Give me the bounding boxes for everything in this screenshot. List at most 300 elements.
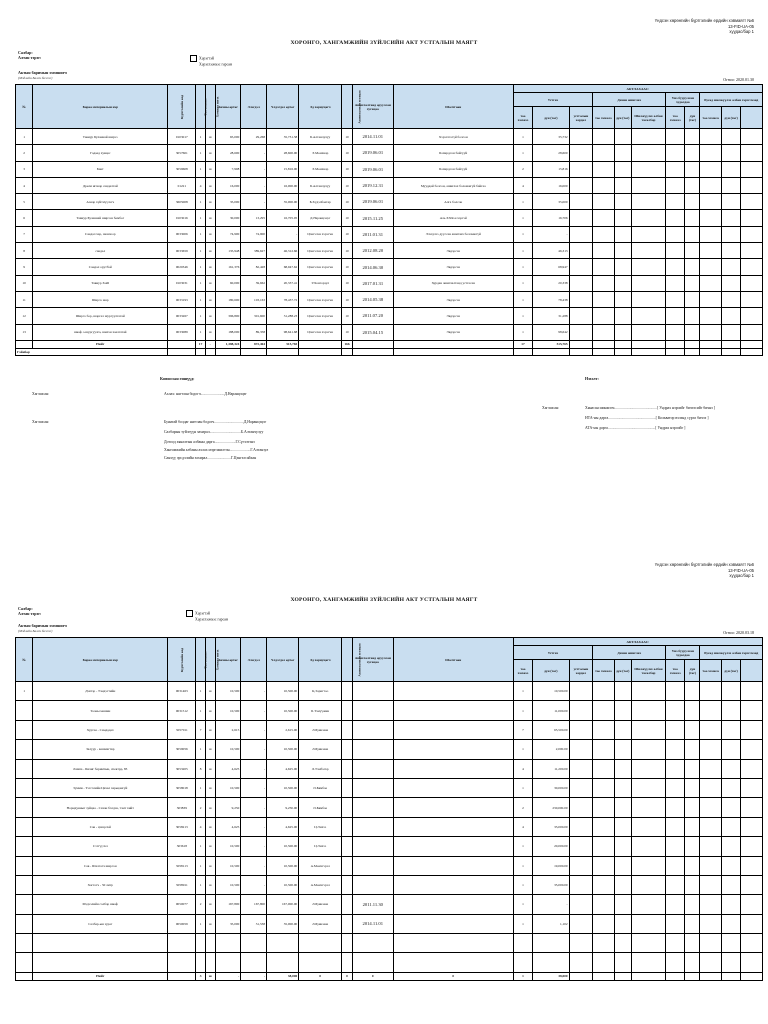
table-cell — [700, 194, 721, 210]
table-cell: 3 — [196, 972, 206, 980]
table-cell: ш — [205, 778, 215, 797]
col-no: № — [16, 638, 33, 682]
table-cell: 2014.05.38 — [352, 291, 393, 307]
table-cell — [342, 682, 353, 701]
table-cell: 1 — [513, 194, 532, 210]
table-cell: 7 — [513, 720, 532, 739]
table-cell: 74,900 — [241, 226, 267, 242]
table-cell — [666, 720, 685, 739]
sub-amount: дүн (төг) — [533, 660, 569, 682]
table-cell — [666, 348, 685, 355]
table-cell — [352, 348, 393, 355]
table-cell — [215, 348, 241, 355]
table-cell — [666, 837, 685, 856]
table-cell: 10,500.00 — [267, 856, 299, 875]
table-cell: 9 — [16, 259, 33, 275]
table-cell — [593, 701, 614, 720]
table-cell — [342, 914, 353, 933]
table-cell — [593, 259, 614, 275]
table-cell: - — [241, 759, 267, 778]
table-cell — [721, 226, 740, 242]
table-cell: 3058018 — [168, 778, 196, 797]
table-cell — [685, 798, 700, 817]
table-cell: 9,250 — [215, 798, 241, 817]
table-cell — [666, 194, 685, 210]
table-cell — [631, 759, 665, 778]
table-cell — [614, 720, 631, 739]
table-cell: Зумми - Тэгсэлийн Цахал харьцангуй — [33, 778, 168, 797]
table-cell — [352, 778, 393, 797]
table-cell — [666, 324, 685, 340]
checkbox-needed[interactable]: Хэрэгтэй — [186, 610, 210, 617]
checkbox-not-used[interactable]: Хэрэглээнээс гарсан — [199, 62, 233, 67]
table-cell — [16, 778, 33, 797]
table-cell: ш — [205, 161, 215, 177]
table-cell — [721, 161, 740, 177]
table-cell: 1 — [513, 740, 532, 759]
table-cell: 10 — [342, 129, 353, 145]
table-cell — [741, 701, 763, 720]
table-cell — [16, 701, 33, 720]
table-cell: 13,295 — [241, 210, 267, 226]
table-cell: 10,500.00 — [267, 875, 299, 894]
table-cell: Эвдэрсэн — [393, 308, 513, 324]
table-cell — [631, 226, 665, 242]
table-cell — [631, 177, 665, 193]
table-cell — [685, 914, 700, 933]
sub-qty: тоо хэмжээ — [666, 660, 685, 682]
table-cell: 2019.12.31 — [352, 177, 393, 193]
table-cell: 10,500 — [215, 701, 241, 720]
table-cell — [721, 129, 740, 145]
table-cell: 1 — [513, 972, 532, 980]
table-row — [16, 177, 763, 193]
form-code: Үндсэн хөрөнгийн бүртгэлийн ердийн хэвмаягт №6 13-FID-UA-05 хуудас/бар 1 — [654, 18, 754, 35]
table-cell — [614, 837, 631, 856]
table-cell: - — [533, 895, 569, 914]
table-cell — [16, 798, 33, 817]
table-cell — [299, 934, 342, 953]
table-cell — [16, 720, 33, 739]
table-cell: 188,000 — [215, 324, 241, 340]
table-cell: Қ.Зоригтоо — [299, 682, 342, 701]
table-cell: 30,000.00 — [533, 778, 569, 797]
total-row — [16, 340, 763, 348]
table-cell — [342, 837, 353, 856]
table-cell: 20,338 — [533, 275, 569, 291]
table-cell: 1 — [16, 682, 33, 701]
table-cell — [685, 194, 700, 210]
table-cell: 0050059 — [168, 914, 196, 933]
unit-label: Алтан тэрэг: — [18, 55, 42, 60]
table-cell — [569, 798, 593, 817]
responsible-note: (Мэдлийн Балоч бичээс) — [18, 629, 53, 633]
responsible-note: (Мэдлийн Балоч бичээс) — [18, 76, 53, 80]
sub-amount: дүн (төг) — [685, 660, 700, 682]
page-title: ХОРОНГО, ХАНГАМЖИЙН ЗҮЙЛСИЙН АКТ УСТГАЛЫН МАЯГТ — [290, 597, 478, 603]
table-cell: 3058113 — [168, 856, 196, 875]
table-cell: Бохирдсон байгууй — [393, 161, 513, 177]
table-cell: Сав - цэвэрлэй — [33, 817, 168, 836]
table-cell — [16, 934, 33, 953]
table-cell — [685, 759, 700, 778]
table-row — [16, 914, 763, 933]
table-cell — [685, 778, 700, 797]
col-orig-price: Анхны өртөг — [215, 638, 241, 682]
table-cell — [393, 953, 513, 972]
table-cell — [700, 210, 721, 226]
table-cell — [741, 817, 763, 836]
table-cell — [685, 701, 700, 720]
table-cell — [593, 291, 614, 307]
table-cell — [593, 194, 614, 210]
table-cell — [569, 740, 593, 759]
table-cell — [666, 972, 685, 980]
table-cell — [16, 914, 33, 933]
table-cell — [741, 308, 763, 324]
table-cell — [342, 720, 353, 739]
table-cell: 2011.07.20 — [352, 308, 393, 324]
col-usage: Ашиглалтын хугацаа — [342, 85, 353, 129]
col-discount-sale: Үнэ буурулсан худалдаа — [666, 93, 700, 107]
table-cell: 10,500 — [215, 856, 241, 875]
table-cell: Л.Буянзаяа — [299, 914, 342, 933]
table-row — [16, 682, 763, 701]
checkbox-needed[interactable]: Хэрэгтэй — [190, 55, 214, 62]
table-cell: 2017.01.31 — [352, 275, 393, 291]
table-cell: Бохирдсон байгууй — [393, 145, 513, 161]
table-row — [16, 759, 763, 778]
table-cell — [569, 129, 593, 145]
table-cell — [342, 934, 353, 953]
table-cell: 35,000 — [533, 194, 569, 210]
table-cell: - — [241, 972, 267, 980]
table-cell — [721, 972, 740, 980]
table-cell: 0033006 — [168, 226, 196, 242]
table-cell — [741, 291, 763, 307]
table-row — [16, 275, 763, 291]
table-cell: 46,313 — [533, 243, 569, 259]
table-row — [16, 856, 763, 875]
table-cell — [685, 875, 700, 894]
table-cell — [741, 259, 763, 275]
table-cell — [393, 934, 513, 953]
table-cell — [299, 340, 342, 348]
table-cell: Мэдээлийн салбар шкаф — [33, 895, 168, 914]
table-cell — [593, 895, 614, 914]
table-cell — [267, 348, 299, 355]
table-row — [16, 129, 763, 145]
table-cell: 1 — [196, 701, 206, 720]
table-cell — [741, 161, 763, 177]
table-cell — [631, 837, 665, 856]
table-cell: 2 — [196, 895, 206, 914]
table-cell: 10,500.00 — [267, 682, 299, 701]
table-cell — [666, 177, 685, 193]
table-cell: - — [241, 682, 267, 701]
table-cell: 4 — [196, 177, 206, 193]
checkbox-not-used[interactable]: Хэрэглээнээс гарсан — [195, 617, 229, 622]
table-body — [16, 129, 763, 356]
table-cell: 1 — [196, 856, 206, 875]
table-cell: Л.Тэмбэлэр — [299, 759, 342, 778]
table-cell — [666, 226, 685, 242]
table-cell: Ширээ шар — [33, 291, 168, 307]
table-cell: 78,438 — [533, 291, 569, 307]
table-cell — [631, 194, 665, 210]
table-cell — [666, 856, 685, 875]
table-row — [16, 291, 763, 307]
table-cell: 19,000.00 — [533, 856, 569, 875]
table-cell: 180,600 — [215, 291, 241, 307]
table-cell — [721, 275, 740, 291]
table-cell: 35,000 — [215, 914, 241, 933]
table-cell: ш — [205, 145, 215, 161]
table-cell: Элэгдлээ дууссан ашиглах боломжгүй — [393, 226, 513, 242]
table-cell — [593, 243, 614, 259]
table-cell — [614, 682, 631, 701]
sub-destroy-cost: устгалын зардал — [569, 660, 593, 682]
table-cell: 10 — [342, 259, 353, 275]
table-cell: Гадаад хувцас — [33, 145, 168, 161]
sub-qty: тоо хэмжээ — [593, 107, 614, 129]
table-cell — [569, 856, 593, 875]
col-reuse: Дахин ашиглах — [593, 646, 666, 660]
table-cell: У.Хонгорзул — [299, 275, 342, 291]
table-cell: Аль ХХЯ-н хэргэй — [393, 210, 513, 226]
table-cell: Ачаар хүйтнүүлэгч — [33, 194, 168, 210]
page-2 — [0, 560, 768, 1024]
table-cell — [721, 895, 740, 914]
table-cell: 10,500.00 — [267, 740, 299, 759]
table-cell: 1 — [196, 875, 206, 894]
table-cell: Д.Наранцэцэг — [299, 210, 342, 226]
table-cell — [666, 243, 685, 259]
table-cell: 3053205 — [168, 759, 196, 778]
table-cell: Нийт — [33, 340, 168, 348]
table-cell: 10 — [342, 275, 353, 291]
table-cell: 10 — [342, 308, 353, 324]
table-cell — [666, 275, 685, 291]
table-cell: 68,947.62 — [267, 259, 299, 275]
table-cell: Тавиур ХАБ — [33, 275, 168, 291]
table-cell: 303618 — [168, 837, 196, 856]
table-cell: 1 — [196, 324, 206, 340]
col-discount-sale: Үнэ буурулсан худалдаа — [666, 646, 700, 660]
table-cell: ш — [205, 210, 215, 226]
table-cell: ш — [205, 817, 215, 836]
table-cell — [342, 856, 353, 875]
table-cell — [393, 856, 513, 875]
table-cell — [16, 817, 33, 836]
table-cell — [685, 934, 700, 953]
table-cell — [700, 291, 721, 307]
table-cell — [721, 875, 740, 894]
table-cell: 10,500.00 — [267, 778, 299, 797]
table-cell: 10,500.00 — [533, 682, 569, 701]
table-cell — [352, 759, 393, 778]
sub-qty: тоо хэмжээ — [666, 107, 685, 129]
table-cell — [614, 914, 631, 933]
table-cell: 16,705.05 — [267, 210, 299, 226]
table-cell — [569, 759, 593, 778]
table-cell: 1 — [16, 129, 33, 145]
table-cell — [16, 856, 33, 875]
table-cell — [741, 275, 763, 291]
group-header: АКТЛАХААС: — [513, 638, 762, 646]
table-cell: 1 — [513, 895, 532, 914]
table-cell — [741, 243, 763, 259]
table-cell: 4,625 — [215, 759, 241, 778]
table-row — [16, 740, 763, 759]
table-cell — [614, 243, 631, 259]
table-cell — [666, 934, 685, 953]
sig-label-right: Хагэшсан: — [542, 406, 560, 410]
table-cell: 515,765 — [267, 340, 299, 348]
table-cell: 301,600 — [241, 308, 267, 324]
table-cell — [666, 161, 685, 177]
table-cell: 20,337.41 — [267, 275, 299, 291]
table-cell: Ширээ бор, шаргал шургуулгатай — [33, 308, 168, 324]
table-cell: 6 — [16, 210, 33, 226]
document-date: Огноо: 2020.01.30 — [723, 77, 754, 82]
table-cell — [631, 259, 665, 275]
table-cell — [593, 177, 614, 193]
table-cell — [741, 759, 763, 778]
table-cell — [569, 914, 593, 933]
table-cell — [593, 682, 614, 701]
table-cell: - — [241, 817, 267, 836]
table-cell: 9,250.00 — [267, 798, 299, 817]
table-cell: 161,376 — [215, 259, 241, 275]
table-cell — [614, 817, 631, 836]
table-cell — [569, 934, 593, 953]
table-cell: 31,288 — [533, 308, 569, 324]
table-cell: 1 — [513, 837, 532, 856]
table-cell — [685, 275, 700, 291]
col-unit: Хэмжих нэгж — [205, 85, 215, 129]
table-cell — [685, 895, 700, 914]
commission-title: Комиссын гишүүд: — [160, 376, 195, 381]
table-cell: 167,800 — [241, 895, 267, 914]
table-cell — [685, 972, 700, 980]
table-cell — [700, 129, 721, 145]
write-off-table-2 — [15, 637, 763, 981]
branch-label: Салбар: — [18, 606, 33, 611]
table-cell — [685, 161, 700, 177]
table-cell — [593, 934, 614, 953]
table-cell: 29,268 — [241, 129, 267, 145]
table-cell — [569, 210, 593, 226]
table-cell — [33, 934, 168, 953]
table-row — [16, 895, 763, 914]
table-cell: 1 — [196, 291, 206, 307]
table-cell: 2019.06.01 — [352, 194, 393, 210]
table-cell — [569, 972, 593, 980]
table-cell — [342, 798, 353, 817]
table-cell — [267, 934, 299, 953]
table-row — [16, 817, 763, 836]
table-cell: Сав - Шалгагч ширээн — [33, 856, 168, 875]
table-cell: 46,312.66 — [267, 243, 299, 259]
table-cell: 1 — [513, 259, 532, 275]
table-row — [16, 837, 763, 856]
table-cell: 35,000 — [215, 194, 241, 210]
table-cell — [352, 798, 393, 817]
table-cell — [700, 972, 721, 980]
table-cell — [342, 895, 353, 914]
table-cell — [700, 759, 721, 778]
table-cell: - — [241, 145, 267, 161]
table-row — [16, 145, 763, 161]
table-cell: 7 — [16, 226, 33, 242]
table-cell — [700, 953, 721, 972]
approved-title: Нэхэлт: — [585, 376, 599, 381]
table-cell: 35,000.00 — [267, 194, 299, 210]
table-cell — [196, 953, 206, 972]
table-cell: 396,800 — [215, 308, 241, 324]
table-cell — [631, 324, 665, 340]
table-cell: 7 — [196, 720, 206, 739]
page-title: ХОРОНГО, ХАНГАМЖИЙН ЗҮЙЛСИЙН АКТ УСТГАЛЫН МАЯГТ — [290, 40, 478, 46]
table-cell: - — [241, 740, 267, 759]
table-cell — [569, 308, 593, 324]
table-cell: 10 — [342, 243, 353, 259]
table-cell — [631, 778, 665, 797]
empty-row — [16, 934, 763, 953]
table-cell — [614, 856, 631, 875]
table-cell: 2011.01.31 — [352, 226, 393, 242]
table-cell: 4,625.00 — [267, 817, 299, 836]
table-cell: - — [241, 177, 267, 193]
table-row — [16, 226, 763, 242]
table-cell — [631, 895, 665, 914]
table-cell — [614, 259, 631, 275]
table-cell — [569, 324, 593, 340]
col-custodian: Эд хариуцагч — [299, 85, 342, 129]
col-other-transfer: Бусад шилжүүлэх албан хэрэглээнд — [700, 93, 763, 107]
table-cell: 3059056 — [168, 740, 196, 759]
col-depreciation: Элэгдэл — [241, 638, 267, 682]
table-cell — [569, 291, 593, 307]
table-cell: 35,731.58 — [267, 129, 299, 145]
table-cell: 1 — [196, 259, 206, 275]
table-cell — [685, 720, 700, 739]
table-cell — [666, 759, 685, 778]
table-cell: 1,102 — [533, 914, 569, 933]
table-cell: 1 — [196, 145, 206, 161]
table-cell — [685, 145, 700, 161]
table-cell — [569, 161, 593, 177]
table-cell: Сандал орутбэй — [33, 259, 168, 275]
sub-qty: тоо хэмжээ — [700, 660, 721, 682]
sub-amount: дүн (төг) — [685, 107, 700, 129]
table-cell: Тооны машин — [33, 701, 168, 720]
table-cell: ш — [205, 682, 215, 701]
table-cell — [168, 348, 196, 355]
table-cell — [741, 324, 763, 340]
branch-label: Салбар: — [18, 50, 33, 55]
table-row — [16, 243, 763, 259]
table-cell: 33,000.00 — [533, 817, 569, 836]
table-cell — [614, 348, 631, 355]
table-cell — [685, 210, 700, 226]
table-cell — [631, 682, 665, 701]
table-cell — [741, 914, 763, 933]
table-cell: Эвдэрсэн — [393, 243, 513, 259]
table-cell: 166 — [342, 340, 353, 348]
sub-qty: тоо хэмжээ — [593, 660, 614, 682]
